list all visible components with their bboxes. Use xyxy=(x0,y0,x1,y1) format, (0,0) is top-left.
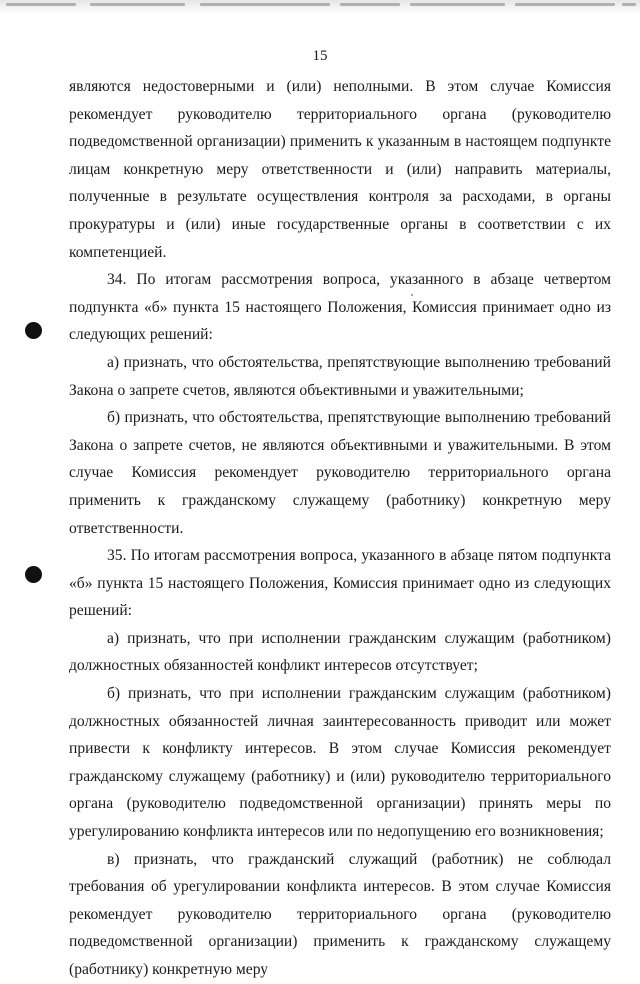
paragraph-item-35-a: а) признать, что при исполнении гражданским служащим (работником) должностных обязанностей конфликт интересов отсутствует; xyxy=(69,629,611,675)
paragraph-item-34: 34. По итогам рассмотрения вопроса, указанного в абзаце четвертом подпункта «б» пункта 15 настоящего Положения, Комиссия принимает одно из следующих решений: xyxy=(69,271,611,344)
scan-speck xyxy=(411,294,413,296)
paragraph-item-34-b: б) признать, что обстоятельства, препятствующие выполнению требований Закона о запрете счетов, не являются объективными и уважительными. В этом случае Комиссия рекомендует руководителю территориального органа применить к гражданскому служащему (работнику) конкретную меру ответственности. xyxy=(69,409,611,537)
punch-hole-bottom xyxy=(25,566,42,583)
scan-edge-artifact xyxy=(0,0,640,14)
paragraph-item-35: 35. По итогам рассмотрения вопроса, указанного в абзаце пятом подпункта «б» пункта 15 настоящего Положения, Комиссия принимает одно из следующих решений: xyxy=(69,547,611,620)
paragraph-continuation: являются недостоверными и (или) неполными. В этом случае Комиссия рекомендует руководителю территориального органа (руководителю подведомственной организации) применить к указанным в настоящем подпункте лицам конкретную меру ответственности и (или) направить материалы, полученные в результате осуществления контроля за расходами, в органы прокуратуры и (или) иные государственные органы в соответствии с их компетенцией. xyxy=(69,78,611,261)
paragraph-item-35-v: в) признать, что гражданский служащий (работник) не соблюдал требования об урегулировании конфликта интересов. В этом случае Комиссия рекомендует руководителю территориального органа (руководителю подведомственной организации) применить к гражданскому служащему (работнику) конкретную меру xyxy=(69,850,611,978)
punch-hole-top xyxy=(25,322,42,339)
paragraph-item-35-b: б) признать, что при исполнении гражданским служащим (работником) должностных обязанностей личная заинтересованность приводит или может привести к конфликту интересов. В этом случае Комиссия рекомендует гражданскому служащему (работнику) и (или) руководителю территориального органа (руководителю подведомственной организации) принять меры по урегулированию конфликта интересов или по недопущению его возникновения; xyxy=(69,685,611,841)
paragraph-item-34-a: а) признать, что обстоятельства, препятствующие выполнению требований Закона о запрете счетов, являются объективными и уважительными; xyxy=(69,353,611,399)
page-number: 15 xyxy=(312,48,328,64)
document-body xyxy=(69,73,611,984)
